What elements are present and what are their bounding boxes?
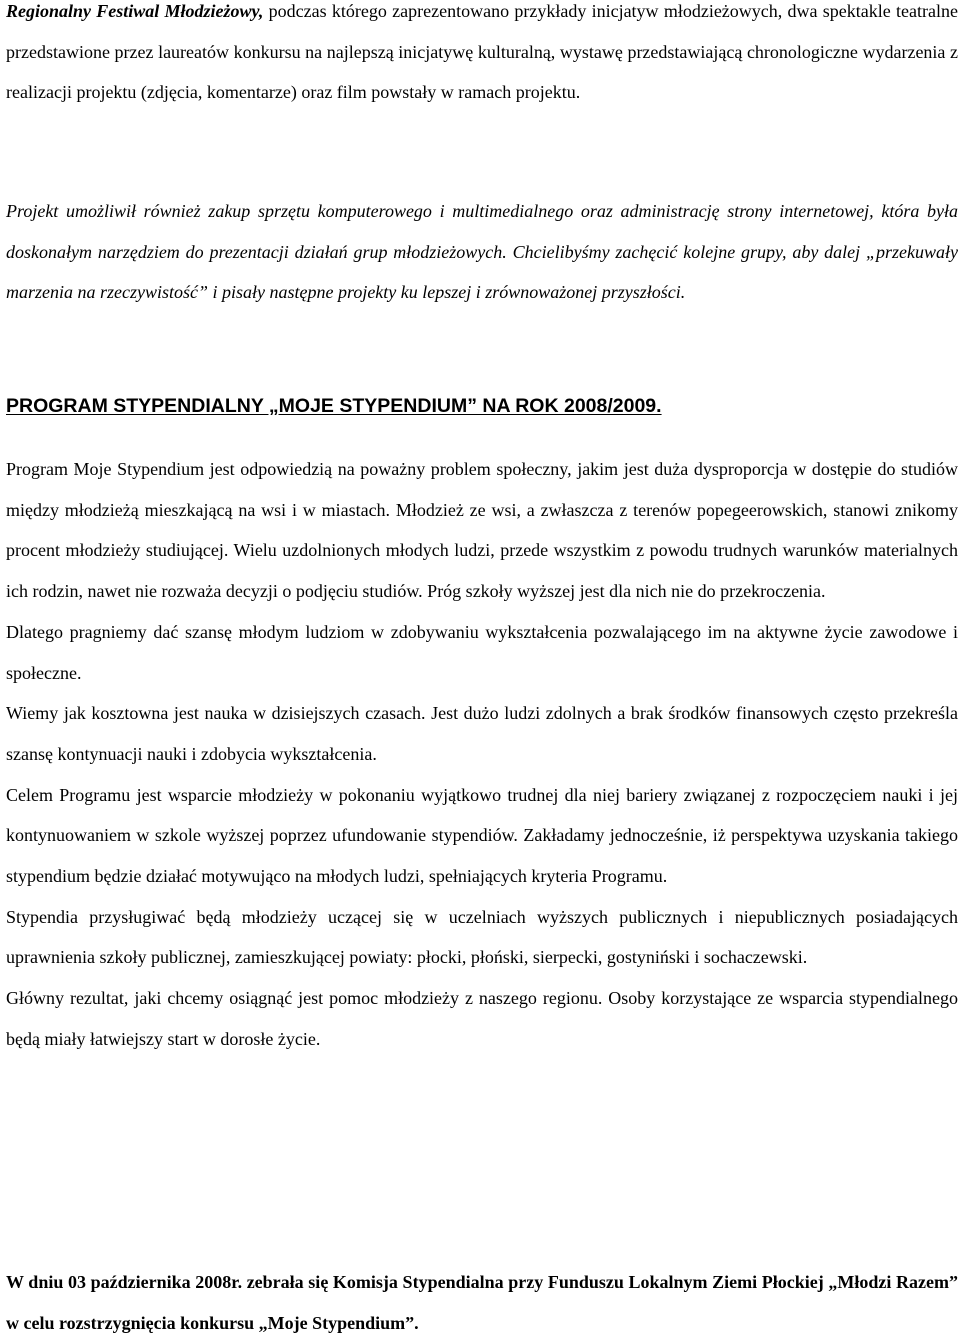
- program-description: [6, 449, 958, 1060]
- closing-paragraph: W dniu 03 października 2008r. zebrała się Komisja Stypendialna przy Funduszu Lokalnym Ziemi Płockiej „Młodzi Razem” w celu rozstrzygnięcia konkursu „Moje Stypendium”.: [6, 1272, 958, 1333]
- body-paragraph: Program Moje Stypendium jest odpowiedzią na poważny problem społeczny, jakim jest duża dysproporcja w dostępie do studiów między młodzieżą mieszkającą na wsi i w miastach. Młodzież ze wsi, a zwłaszcza z terenów popegeerowskich, stanowi znikomy procent młodzieży studiującej. Wielu uzdolnionych młodych ludzi, przede wszystkim z powodu trudnych warunków materialnych ich rodzin, nawet nie rozważa decyzji o podjęciu studiów. Próg szkoły wyższej jest dla nich nie do przekroczenia.: [6, 459, 958, 602]
- project-summary-paragraph: Projekt umożliwił również zakup sprzętu komputerowego i multimedialnego oraz administrację strony internetowej, która była doskonałym narzędziem do prezentacji działań grup młodzieżowych. Chcielibyśmy zachęcić kolejne grupy, aby dalej „przekuwały marzenia na rzeczywistość” i pisały następne projekty ku lepszej i zrównoważonej przyszłości.: [6, 201, 958, 303]
- body-paragraph: Główny rezultat, jaki chcemy osiągnąć jest pomoc młodzieży z naszego regionu. Osoby korzystające ze wsparcia stypendialnego będą miały łatwiejszy start w dorosłe życie.: [6, 988, 958, 1049]
- intro-text: podczas którego zaprezentowano przykłady inicjatyw młodzieżowych, dwa spektakle teatralne przedstawione przez laureatów konkursu na najlepszą inicjatywę kulturalną, wystawę przedstawiającą chronologiczne wydarzenia z realizacji projektu (zdjęcia, komentarze) oraz film powstały w ramach projektu.: [6, 1, 958, 103]
- festival-name: Regionalny Festiwal Młodzieżowy,: [6, 1, 264, 21]
- body-paragraph: Celem Programu jest wsparcie młodzieży w pokonaniu wyjątkowo trudnej dla niej bariery związanej z rozpoczęciem nauki i jej kontynuowaniem w szkole wyższej poprzez ufundowanie stypendiów. Zakładamy jednocześnie, iż perspektywa uzyskania takiego stypendium będzie działać motywująco na młodych ludzi, spełniających kryteria Programu.: [6, 784, 958, 887]
- intro-paragraph: [6, 0, 958, 113]
- body-paragraph: Stypendia przysługiwać będą młodzieży uczącej się w uczelniach wyższych publicznych i niepublicznych posiadających uprawnienia szkoły publicznej, zamieszkującej powiaty: płocki, płoński, sierpecki, gostyniński i sochaczewski.: [6, 906, 958, 968]
- body-paragraph: Wiemy jak kosztowna jest nauka w dzisiejszych czasach. Jest dużo ludzi zdolnych a brak środków finansowych często przekreśla szansę kontynuacji nauki i zdobycia wykształcenia.: [6, 703, 958, 764]
- body-paragraph: Dlatego pragniemy dać szansę młodym ludziom w zdobywaniu wykształcenia pozwalającego im na aktywne życie zawodowe i społeczne.: [6, 621, 958, 683]
- section-heading: PROGRAM STYPENDIALNY „MOJE STYPENDIUM” NA ROK 2008/2009.: [6, 395, 662, 417]
